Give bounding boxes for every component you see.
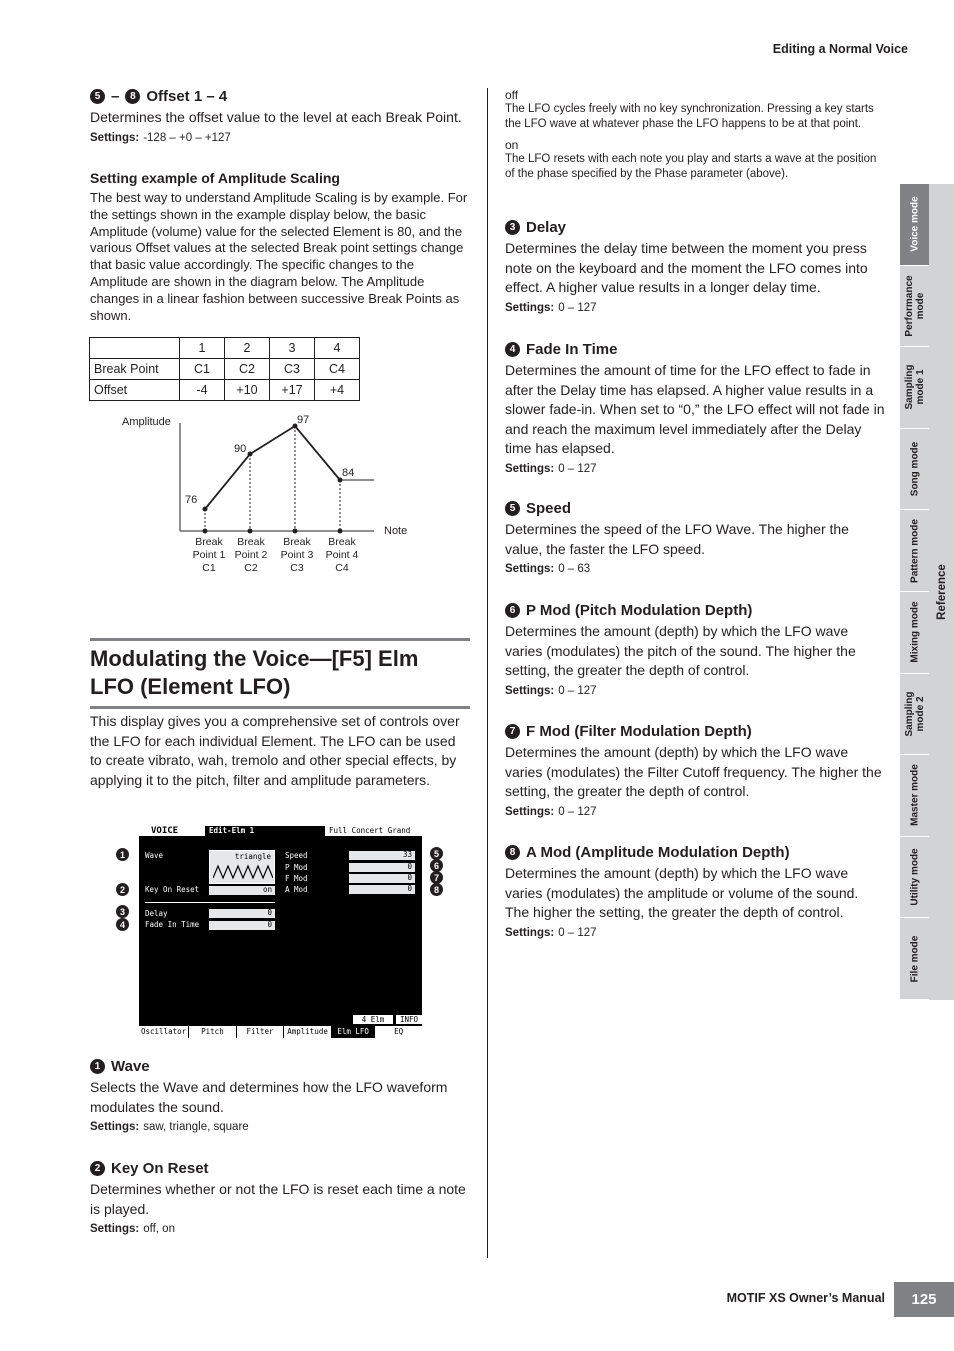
- param-title: Speed: [526, 500, 572, 517]
- lcd-elm-button[interactable]: 4 Elm: [353, 1015, 393, 1024]
- param-settings: Settings: 0 – 127: [505, 462, 597, 475]
- param-settings: Settings: -128 – +0 – +127: [90, 131, 231, 144]
- break-label: Break: [283, 536, 311, 548]
- bottom-rule: [90, 706, 470, 709]
- badge: 8: [505, 845, 520, 860]
- param-settings: Settings: 0 – 127: [505, 684, 597, 697]
- badge: 8: [125, 89, 140, 104]
- param-settings: Settings: 0 – 127: [505, 926, 597, 939]
- example-body: The best way to understand Amplitude Scaling is by example. For the settings shown in the example display below, the basic Amplitude (volume) value for the selected Element is 80, and the various Offset values at the selected Break point settings change that basic value accordingly. The specific changes to the Amplitude are shown in the diagram below. The Amplitude changes in a linear fashion between successive Break Points as shown.: [90, 190, 468, 323]
- lcd-voice-name: Full Concert Grand: [329, 826, 411, 835]
- fmod-param: [505, 723, 885, 818]
- axis-marker: [248, 529, 253, 534]
- lcd-tab-oscillator[interactable]: Oscillator: [141, 1027, 187, 1036]
- callout-marker: 2: [116, 883, 129, 896]
- param-title: Key On Reset: [111, 1160, 209, 1177]
- side-tab-utility-mode[interactable]: Utility mode: [900, 837, 929, 919]
- callout-marker: 4: [116, 918, 129, 931]
- break-label: Point 3: [280, 549, 314, 561]
- triangle-wave-icon: [213, 863, 273, 881]
- param-title: Fade In Time: [526, 341, 618, 358]
- break-label: C3: [290, 562, 304, 574]
- param-desc: Determines the delay time between the moment you press note on the keyboard and the moment the LFO comes into effect. A higher value results in a longer delay time.: [505, 240, 868, 295]
- side-tab-sampling-mode-1[interactable]: Sampling mode 1: [900, 347, 929, 429]
- lcd-amod-label: A Mod: [285, 885, 308, 894]
- lcd-wave-box[interactable]: [209, 850, 275, 884]
- lcd-tab-eq[interactable]: EQ: [375, 1026, 422, 1038]
- amplitude-diagram: [110, 408, 420, 583]
- amplitude-line: [205, 426, 340, 509]
- break-label: Break: [237, 536, 265, 548]
- lcd-speed-label: Speed: [285, 851, 308, 860]
- example-heading: Setting example of Amplitude Scaling: [90, 170, 340, 186]
- badge: 2: [90, 1161, 105, 1176]
- param-settings: Settings: 0 – 127: [505, 301, 597, 314]
- param-desc: Determines the amount (depth) by which the LFO wave varies (modulates) the Filter Cutoff frequency. The higher the setting, the greater the depth of control.: [505, 744, 882, 799]
- badge: 5: [90, 89, 105, 104]
- lcd-tab-pitch[interactable]: Pitch: [189, 1026, 236, 1038]
- option-term: on: [505, 138, 519, 152]
- lcd-info-button[interactable]: INFO: [396, 1015, 422, 1024]
- offset-heading: [90, 88, 470, 105]
- break-label: C1: [202, 562, 216, 574]
- param-desc: Determines the amount (depth) by which the LFO wave varies (modulates) the amplitude or volume of the sound. The higher the setting, the greater the depth of control.: [505, 865, 859, 920]
- callout-marker: 7: [430, 871, 443, 884]
- fade-in-param: [505, 341, 885, 475]
- lcd-speed-field[interactable]: 33: [349, 851, 415, 860]
- param-title: P Mod (Pitch Modulation Depth): [526, 602, 753, 619]
- param-desc: Selects the Wave and determines how the LFO waveform modulates the sound.: [90, 1079, 448, 1115]
- point-marker: [248, 452, 253, 457]
- key-on-reset-options: [505, 88, 885, 182]
- section-title-line2: LFO (Element LFO): [90, 674, 291, 699]
- lcd-delay-field[interactable]: 0: [209, 909, 275, 918]
- callout-marker: 3: [116, 905, 129, 918]
- side-tab-song-mode[interactable]: Song mode: [900, 429, 929, 511]
- param-settings: Settings: off, on: [90, 1223, 175, 1235]
- point-marker: [203, 507, 208, 512]
- lcd-pmod-label: P Mod: [285, 863, 308, 872]
- param-title: A Mod (Amplitude Modulation Depth): [526, 844, 790, 861]
- break-label: Break: [195, 536, 223, 548]
- y-axis-label: Amplitude: [122, 416, 171, 428]
- param-desc: Determines the offset value to the level at each Break Point.: [90, 109, 462, 125]
- section-heading: [90, 638, 470, 709]
- param-title: Delay: [526, 219, 567, 236]
- break-label: Point 4: [325, 549, 359, 561]
- lcd-amod-field[interactable]: 0: [349, 885, 415, 894]
- callout-marker: 6: [430, 859, 443, 872]
- callout-marker: 1: [116, 848, 129, 861]
- param-desc: Determines the amount of time for the LFO effect to fade in after the Delay time has elapsed. A higher value results in a slower fade-in. When set to “0,” the LFO effect will not fade in and reach the maximum level immediately after the Delay time has elapsed.: [505, 362, 885, 456]
- side-tab-strip: [900, 184, 929, 1000]
- offset-table: [89, 337, 360, 401]
- side-tab-voice-mode[interactable]: Voice mode: [900, 184, 929, 266]
- side-tab-mixing-mode[interactable]: Mixing mode: [900, 592, 929, 674]
- lcd-fade-field[interactable]: 0: [209, 921, 275, 930]
- param-title: F Mod (Filter Modulation Depth): [526, 723, 752, 740]
- x-axis-label: Note: [384, 525, 408, 537]
- delay-param: [505, 219, 885, 314]
- option-desc: The LFO cycles freely with no key synchronization. Pressing a key starts the LFO wave at whatever phase the LFO happens to be at that point.: [505, 103, 874, 130]
- lcd-key-on-reset-label: Key On Reset: [145, 885, 200, 894]
- side-tab-performance-mode[interactable]: Performance mode: [900, 266, 929, 348]
- range-sep: –: [111, 88, 120, 105]
- side-tab-sampling-mode-2[interactable]: Sampling mode 2: [900, 674, 929, 756]
- reference-tab[interactable]: Reference: [929, 184, 954, 1000]
- lcd-fade-label: Fade In Time: [145, 920, 200, 929]
- param-desc: Determines whether or not the LFO is reset each time a note is played.: [90, 1181, 466, 1217]
- option-desc: The LFO resets with each note you play and starts a wave at the position of the phase specified by the Phase parameter (above).: [505, 153, 877, 180]
- break-label: C4: [335, 562, 349, 574]
- page-number: 125: [894, 1282, 954, 1317]
- param-settings: Settings: 0 – 127: [505, 805, 597, 818]
- break-label: C2: [244, 562, 258, 574]
- lcd-tab-row: [139, 1026, 422, 1038]
- break-label: Point 2: [234, 549, 268, 561]
- break-label: Point 1: [192, 549, 226, 561]
- table-row: Offset -4 +10 +17 +4: [90, 380, 360, 401]
- amod-param: [505, 844, 885, 939]
- column-divider: [487, 88, 488, 1258]
- section-intro: This display gives you a comprehensive set of controls over the LFO for each individual Element. The LFO can be used to create vibrato, wah, tremolo and other special effects, by applying it to the pitch, filter and amplitude parameters.: [90, 713, 460, 788]
- badge: 5: [505, 501, 520, 516]
- param-title: Offset 1 – 4: [146, 88, 228, 105]
- lcd-wave-value: triangle: [234, 852, 271, 861]
- key-on-reset-param: [90, 1160, 470, 1235]
- badge: 3: [505, 220, 520, 235]
- callout-marker: 5: [430, 847, 443, 860]
- badge: 6: [505, 603, 520, 618]
- lcd-fmod-field[interactable]: 0: [349, 874, 415, 883]
- break-label: Break: [328, 536, 356, 548]
- axis-marker: [338, 529, 343, 534]
- lcd-tab-elm-lfo[interactable]: Elm LFO: [332, 1026, 375, 1038]
- lcd-wave-label: Wave: [145, 851, 164, 860]
- table-row: Break Point C1 C2 C3 C4: [90, 359, 360, 380]
- lcd-mode: VOICE: [151, 826, 179, 836]
- param-settings: Settings: saw, triangle, square: [90, 1121, 249, 1133]
- lcd-key-on-reset-field[interactable]: on: [209, 886, 275, 895]
- point-value: 76: [185, 494, 198, 506]
- amplitude-example: [90, 170, 470, 324]
- side-tab-pattern-mode[interactable]: Pattern mode: [900, 510, 929, 592]
- axis-marker: [293, 529, 298, 534]
- badge: 4: [505, 342, 520, 357]
- badge: 7: [505, 724, 520, 739]
- manual-title: MOTIF XS Owner’s Manual: [726, 1291, 885, 1305]
- side-tab-file-mode[interactable]: File mode: [900, 918, 929, 1000]
- lcd-tab-amplitude[interactable]: Amplitude: [284, 1026, 331, 1038]
- lcd-divider: [145, 902, 275, 903]
- lcd-screen-name: Edit-Elm 1: [205, 826, 325, 836]
- param-desc: Determines the amount (depth) by which the LFO wave varies (modulates) the pitch of the sound. The higher the setting, the greater the depth of control.: [505, 623, 856, 678]
- side-tab-master-mode[interactable]: Master mode: [900, 755, 929, 837]
- speed-param: [505, 500, 885, 575]
- pmod-param: [505, 602, 885, 697]
- badge: 1: [90, 1059, 105, 1074]
- lcd-fmod-label: F Mod: [285, 874, 308, 883]
- wave-param: [90, 1058, 470, 1133]
- point-value: 90: [234, 443, 247, 455]
- axis-marker: [203, 529, 208, 534]
- running-header: Editing a Normal Voice: [772, 42, 908, 56]
- lcd-tab-filter[interactable]: Filter: [237, 1026, 284, 1038]
- param-settings: Settings: 0 – 63: [505, 563, 591, 575]
- lcd-delay-label: Delay: [145, 909, 168, 918]
- offset-param: [90, 88, 470, 144]
- param-title: Wave: [111, 1058, 150, 1075]
- point-value: 84: [342, 467, 355, 479]
- section-title-line1: Modulating the Voice—[F5] Elm: [90, 646, 419, 671]
- top-rule: [90, 638, 470, 641]
- callout-marker: 8: [430, 883, 443, 896]
- point-value: 97: [297, 414, 310, 426]
- lcd-pmod-field[interactable]: 0: [349, 863, 415, 872]
- table-row: 1 2 3 4: [90, 338, 360, 359]
- option-term: off: [505, 88, 519, 102]
- lcd-screen: [139, 826, 422, 1038]
- param-desc: Determines the speed of the LFO Wave. The higher the value, the faster the LFO speed.: [505, 521, 849, 557]
